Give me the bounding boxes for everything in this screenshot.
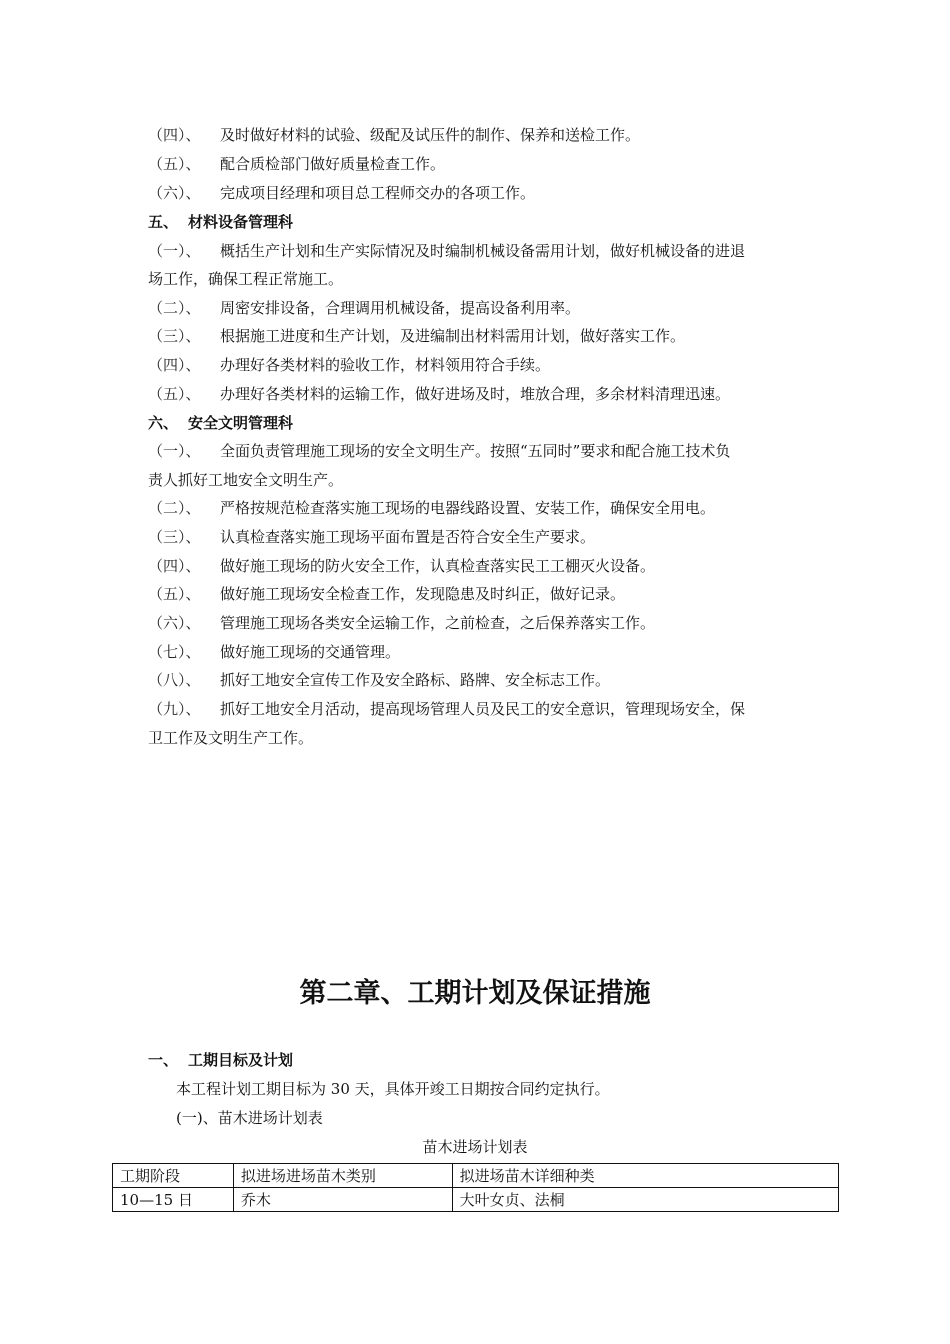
item-number: （二）、 [148, 299, 201, 317]
item-number: （六）、 [148, 614, 201, 632]
item-text-continued: 责人抓好工地安全文明生产。 [148, 471, 344, 489]
item-number: （三）、 [148, 528, 201, 546]
list-item [148, 670, 610, 690]
item-text: 做好施工现场安全检查工作，发现隐患及时纠正，做好记录。 [220, 585, 626, 603]
item-number: （二）、 [148, 499, 201, 517]
subheading: (一)、苗木进场计划表 [176, 1109, 323, 1127]
list-item [148, 642, 400, 662]
item-text: 做好施工现场的防火安全工作，认真检查落实民工工棚灭火设备。 [220, 557, 656, 575]
section-heading-1 [148, 1050, 293, 1070]
item-number: （四）、 [148, 557, 201, 575]
list-item [148, 498, 715, 518]
table-cell: 乔木 [233, 1188, 452, 1212]
item-text: 抓好工地安全宣传工作及安全路标、路牌、安全标志工作。 [220, 671, 611, 689]
item-text-continued: 卫工作及文明生产工作。 [148, 729, 314, 747]
item-text: 做好施工现场的交通管理。 [220, 643, 401, 661]
item-text: 严格按规范检查落实施工现场的电器线路设置、安装工作，确保安全用电。 [220, 499, 716, 517]
list-item [148, 441, 730, 461]
item-text: 配合质检部门做好质量检查工作。 [220, 155, 446, 173]
item-number: （八）、 [148, 671, 201, 689]
item-number: （一）、 [148, 242, 201, 260]
item-text: 管理施工现场各类安全运输工作，之前检查，之后保养落实工作。 [220, 614, 656, 632]
table-cell: 10—15 日 [113, 1188, 234, 1212]
seedling-plan-table [112, 1163, 839, 1212]
section-heading-6 [148, 413, 293, 433]
item-number: （五）、 [148, 385, 201, 403]
item-number: （九）、 [148, 700, 201, 718]
list-item [148, 556, 655, 576]
list-item-continuation [148, 470, 343, 490]
item-text: 抓好工地安全月活动，提高现场管理人员及民工的安全意识，管理现场安全，保 [220, 700, 746, 718]
list-item [148, 125, 640, 145]
list-item [148, 326, 685, 346]
section-heading-5 [148, 212, 293, 232]
list-item-continuation [148, 728, 313, 748]
table-header-cell: 拟进场进场苗木类别 [233, 1164, 452, 1188]
list-item [148, 699, 745, 719]
list-item [148, 527, 595, 547]
item-number: （六）、 [148, 184, 201, 202]
chapter-title: 第二章、工期计划及保证措施 [299, 978, 651, 1009]
item-number: （四）、 [148, 126, 201, 144]
table-cell: 大叶女贞、法桐 [452, 1188, 838, 1212]
item-text: 完成项目经理和项目总工程师交办的各项工作。 [220, 184, 536, 202]
list-item [148, 355, 550, 375]
paragraph: 本工程计划工期目标为 30 天，具体开竣工日期按合同约定执行。 [176, 1080, 610, 1098]
list-item [148, 298, 580, 318]
item-number: （五）、 [148, 585, 201, 603]
item-text: 认真检查落实施工现场平面布置是否符合安全生产要求。 [220, 528, 596, 546]
list-item [148, 241, 745, 261]
item-text: 及时做好材料的试验、级配及试压件的制作、保养和送检工作。 [220, 126, 641, 144]
list-item [148, 584, 625, 604]
table-header-row [113, 1164, 839, 1188]
item-text-continued: 场工作，确保工程正常施工。 [148, 270, 344, 288]
item-number: （五）、 [148, 155, 201, 173]
section-title: 安全文明管理科 [188, 414, 294, 432]
item-text: 周密安排设备，合理调用机械设备，提高设备利用率。 [220, 299, 581, 317]
item-text: 概括生产计划和生产实际情况及时编制机械设备需用计划，做好机械设备的进退 [220, 242, 746, 260]
item-number: （七）、 [148, 643, 201, 661]
item-text: 根据施工进度和生产计划，及进编制出材料需用计划，做好落实工作。 [220, 327, 686, 345]
list-item [148, 183, 535, 203]
item-number: （三）、 [148, 327, 201, 345]
item-text: 办理好各类材料的运输工作，做好进场及时，堆放合理，多余材料清理迅速。 [220, 385, 731, 403]
table-header-cell: 拟进场苗木详细种类 [452, 1164, 838, 1188]
section-title: 材料设备管理科 [188, 213, 294, 231]
section-number: 一、 [148, 1051, 179, 1069]
list-item-continuation [148, 269, 343, 289]
section-title: 工期目标及计划 [188, 1051, 294, 1069]
list-item [148, 154, 445, 174]
item-number: （一）、 [148, 442, 201, 460]
table-header-cell: 工期阶段 [113, 1164, 234, 1188]
list-item [148, 613, 655, 633]
item-number: （四）、 [148, 356, 201, 374]
table-caption: 苗木进场计划表 [422, 1138, 528, 1156]
item-text: 全面负责管理施工现场的安全文明生产。按照“五同时”要求和配合施工技术负 [220, 442, 731, 460]
section-number: 六、 [148, 414, 179, 432]
item-text: 办理好各类材料的验收工作，材料领用符合手续。 [220, 356, 551, 374]
section-number: 五、 [148, 213, 179, 231]
table-row [113, 1188, 839, 1212]
list-item [148, 384, 730, 404]
